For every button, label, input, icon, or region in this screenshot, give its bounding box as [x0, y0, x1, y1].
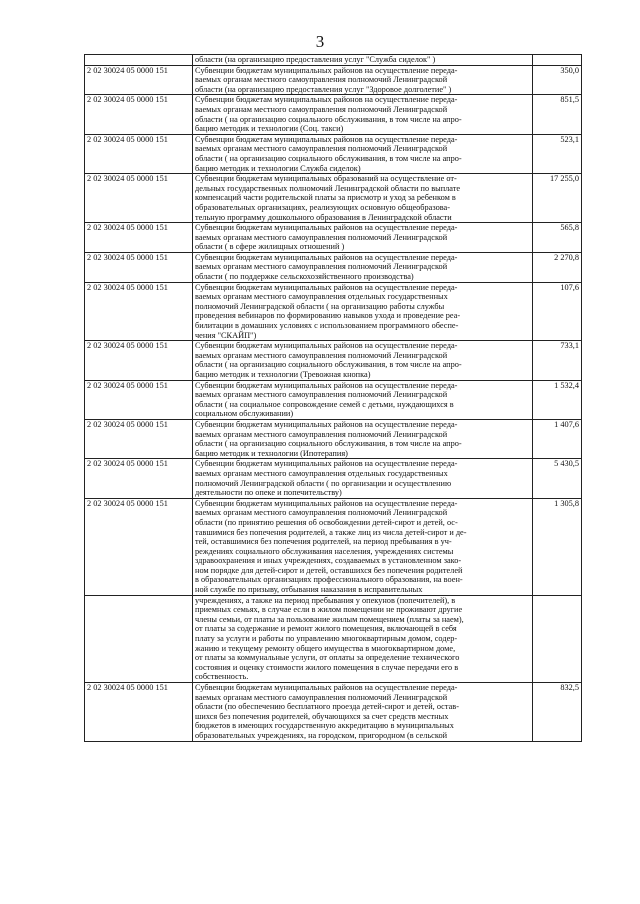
description-line: шихся без попечения родителей, обучающихся за счет средств местных [195, 711, 449, 721]
description-line: здравоохранения и иных учреждениях, создаваемых в установленном зако- [195, 556, 462, 566]
budget-code-cell: 2 02 30024 05 0000 151 [85, 683, 193, 742]
budget-code-cell: 2 02 30024 05 0000 151 [85, 498, 193, 595]
description-line: ной службе по призыву, отбывания наказания в исправительных [195, 585, 423, 595]
description-line: социальном обслуживании) [195, 409, 294, 419]
description-line: Субвенции бюджетам муниципальных районов на осуществление переда- [195, 683, 458, 692]
amount-cell: 2 270,8 [533, 252, 582, 282]
description-line: тельную программу дошкольного образования в Ленинградской области [195, 212, 452, 222]
budget-code-cell [85, 55, 193, 66]
budget-code-cell: 2 02 30024 05 0000 151 [85, 174, 193, 223]
table-row [85, 134, 582, 173]
description-cell [193, 55, 533, 66]
description-line: Субвенции бюджетам муниципальных районов на осуществление переда- [195, 419, 458, 429]
description-line: ваемых органам местного самоуправления полномочий Ленинградской [195, 692, 448, 702]
description-line: области ( на социальное сопровождение семей с детьми, нуждающихся в [195, 399, 454, 409]
description-line: в образовательных организациях профессионального образования, на воен- [195, 575, 463, 585]
description-cell [193, 498, 533, 595]
description-line: жанию и текущему ремонту общего имущества в многоквартирном доме, [195, 643, 456, 653]
description-cell [193, 683, 533, 742]
description-line: от платы за содержание и ремонт жилого помещения, включающей в себя [195, 624, 457, 634]
description-cell [193, 65, 533, 95]
description-line: ваемых органам местного самоуправления полномочий Ленинградской [195, 390, 448, 400]
budget-code-cell: 2 02 30024 05 0000 151 [85, 134, 193, 173]
description-line: ваемых органам местного самоуправления полномочий Ленинградской [195, 232, 448, 242]
description-line: от платы за коммунальные услуги, от оплаты за определение технического [195, 653, 460, 663]
table-row [85, 282, 582, 341]
description-cell [193, 252, 533, 282]
description-line: образовательных учреждениях, на городском, пригородном (в сельской [195, 730, 448, 740]
description-line: тей, оставшимися без попечения родителей, на период пребывания в уч- [195, 537, 452, 547]
description-line: бюджетов в имеющих государственную аккредитацию в муниципальных [195, 721, 454, 731]
description-cell [193, 223, 533, 253]
description-line: Субвенции бюджетам муниципальных районов на осуществление переда- [195, 498, 458, 508]
description-line: образовательных организациях, реализующих основную общеобразова- [195, 202, 450, 212]
description-cell [193, 459, 533, 498]
table-body [85, 55, 582, 742]
description-cell [193, 134, 533, 173]
amount-cell: 1 532,4 [533, 380, 582, 419]
amount-cell: 851,5 [533, 95, 582, 134]
table-row [85, 65, 582, 95]
table-row [85, 380, 582, 419]
description-cell [193, 419, 533, 458]
description-cell [193, 595, 533, 682]
description-line: члены семьи, от платы за пользование жилым помещением (платы за наем), [195, 614, 464, 624]
table-row [85, 174, 582, 223]
description-line: Субвенции бюджетам муниципальных районов на осуществление переда- [195, 134, 458, 144]
description-line: билитации в домашних условиях с использованием программного обеспе- [195, 321, 459, 331]
budget-code-cell: 2 02 30024 05 0000 151 [85, 341, 193, 380]
description-line: Субвенции бюджетам муниципальных районов на осуществление переда- [195, 95, 458, 105]
amount-cell: 107,6 [533, 282, 582, 341]
description-line: области ( по поддержке сельскохозяйственного производства) [195, 272, 414, 282]
description-line: деятельности по опеке и попечительству) [195, 488, 342, 498]
amount-cell: 733,1 [533, 341, 582, 380]
table-row [85, 683, 582, 742]
description-line: учреждениях, а также на период пребывания у опекунов (попечителей), в [195, 595, 456, 605]
budget-code-cell: 2 02 30024 05 0000 151 [85, 459, 193, 498]
description-line: Субвенции бюджетам муниципальных районов на осуществление переда- [195, 282, 458, 292]
description-line: области ( в сфере жилищных отношений ) [195, 242, 345, 252]
description-line: области ( на организацию социального обслуживания, в том числе на апро- [195, 360, 462, 370]
description-line: ваемых органам местного самоуправления полномочий Ленинградской [195, 508, 448, 518]
description-line: состояния и оценку стоимости жилого помещения в случае передачи его в [195, 662, 459, 672]
budget-code-cell [85, 595, 193, 682]
description-line: бацию методик и технологии (Тревожная кнопка) [195, 370, 371, 379]
description-line: Субвенции бюджетам муниципальных районов на осуществление переда- [195, 223, 458, 233]
description-line: ваемых органам местного самоуправления полномочий Ленинградской [195, 75, 448, 85]
description-line: Субвенции бюджетам муниципальных районов на осуществление переда- [195, 65, 458, 75]
description-cell [193, 174, 533, 223]
description-line: ном порядке для детей-сирот и детей, оставшихся без попечения родителей [195, 565, 463, 575]
description-line: ваемых органам местного самоуправления полномочий Ленинградской [195, 144, 448, 154]
budget-code-cell: 2 02 30024 05 0000 151 [85, 65, 193, 95]
description-line: области ( на организацию социального обслуживания, в том числе на апро- [195, 439, 462, 449]
description-line: Субвенции бюджетам муниципальных районов на осуществление переда- [195, 380, 458, 390]
description-line: чения "СКАЙП") [195, 330, 257, 340]
description-line: дельных государственных полномочий Ленинградской области по выплате [195, 183, 461, 193]
description-line: области ( на организацию социального обслуживания, в том числе на апро- [195, 153, 462, 163]
amount-cell: 1 407,6 [533, 419, 582, 458]
amount-cell [533, 595, 582, 682]
amount-cell: 1 305,8 [533, 498, 582, 595]
table-row [85, 95, 582, 134]
description-line: бацию методик и технологии (Ипотерапия) [195, 448, 348, 458]
table-row [85, 595, 582, 682]
table-row [85, 252, 582, 282]
description-line: полномочий Ленинградской области ( по организации и осуществлению [195, 478, 452, 488]
budget-code-cell: 2 02 30024 05 0000 151 [85, 419, 193, 458]
description-line: проведения вебинаров по формированию навыков ухода и проведение реа- [195, 311, 461, 321]
description-cell [193, 95, 533, 134]
description-line: ваемых органам местного самоуправления полномочий Ленинградской [195, 104, 448, 114]
table-row [85, 341, 582, 380]
description-line: ваемых органам местного самоуправления отдельных государственных [195, 292, 448, 302]
amount-cell: 832,5 [533, 683, 582, 742]
budget-table [84, 54, 582, 742]
description-line: области (по принятию решения об освобождении детей-сирот и детей, ос- [195, 517, 458, 527]
budget-code-cell: 2 02 30024 05 0000 151 [85, 282, 193, 341]
description-line: компенсаций части родительской платы за присмотр и уход за ребенком в [195, 193, 456, 203]
amount-cell: 565,8 [533, 223, 582, 253]
description-line: ваемых органам местного самоуправления отдельных государственных [195, 468, 448, 478]
description-cell [193, 282, 533, 341]
amount-cell: 17 255,0 [533, 174, 582, 223]
description-line: ваемых органам местного самоуправления полномочий Ленинградской [195, 262, 448, 272]
description-line: бацию методик и технологии (Соц. такси) [195, 124, 344, 134]
description-line: Субвенции бюджетам муниципальных образований на осуществление от- [195, 174, 457, 184]
description-line: Субвенции бюджетам муниципальных районов на осуществление переда- [195, 459, 458, 469]
description-line: Субвенции бюджетам муниципальных районов на осуществление переда- [195, 252, 458, 262]
description-cell [193, 341, 533, 380]
budget-code-cell: 2 02 30024 05 0000 151 [85, 252, 193, 282]
table-row [85, 55, 582, 66]
description-line: области ( на организацию социального обслуживания, в том числе на апро- [195, 114, 462, 124]
description-line: Субвенции бюджетам муниципальных районов на осуществление переда- [195, 341, 458, 351]
table-row [85, 419, 582, 458]
description-line: реждениях социального обслуживания населения, учреждениях системы [195, 546, 454, 556]
amount-cell: 5 430,5 [533, 459, 582, 498]
description-line: тавшимися без попечения родителей, а также лиц из числа детей-сирот и де- [195, 527, 467, 537]
description-line: области (на организацию предоставления услуг "Здоровое долголетие" ) [195, 84, 452, 94]
description-line: области (на организацию предоставления услуг "Служба сиделок" ) [195, 55, 436, 64]
description-cell [193, 380, 533, 419]
description-line: приемных семьях, в случае если в жилом помещении не проживают другие [195, 605, 463, 615]
description-line: плату за услуги и работы по управлению многоквартирным домом, содер- [195, 634, 458, 644]
page-number: 3 [315, 32, 325, 51]
description-line: полномочий Ленинградской области ( на организацию работы службы [195, 301, 445, 311]
description-line: области (по обеспечению бесплатного проезда детей-сирот и детей, остав- [195, 702, 459, 712]
table-row [85, 498, 582, 595]
table-row [85, 459, 582, 498]
budget-code-cell: 2 02 30024 05 0000 151 [85, 223, 193, 253]
description-line: ваемых органам местного самоуправления полномочий Ленинградской [195, 429, 448, 439]
description-line: ваемых органам местного самоуправления полномочий Ленинградской [195, 350, 448, 360]
amount-cell [533, 55, 582, 66]
table-row [85, 223, 582, 253]
amount-cell: 523,1 [533, 134, 582, 173]
amount-cell: 350,0 [533, 65, 582, 95]
budget-code-cell: 2 02 30024 05 0000 151 [85, 380, 193, 419]
description-line: бацию методик и технологии Служба сиделок) [195, 163, 361, 173]
description-line: собственность. [195, 672, 249, 682]
budget-code-cell: 2 02 30024 05 0000 151 [85, 95, 193, 134]
